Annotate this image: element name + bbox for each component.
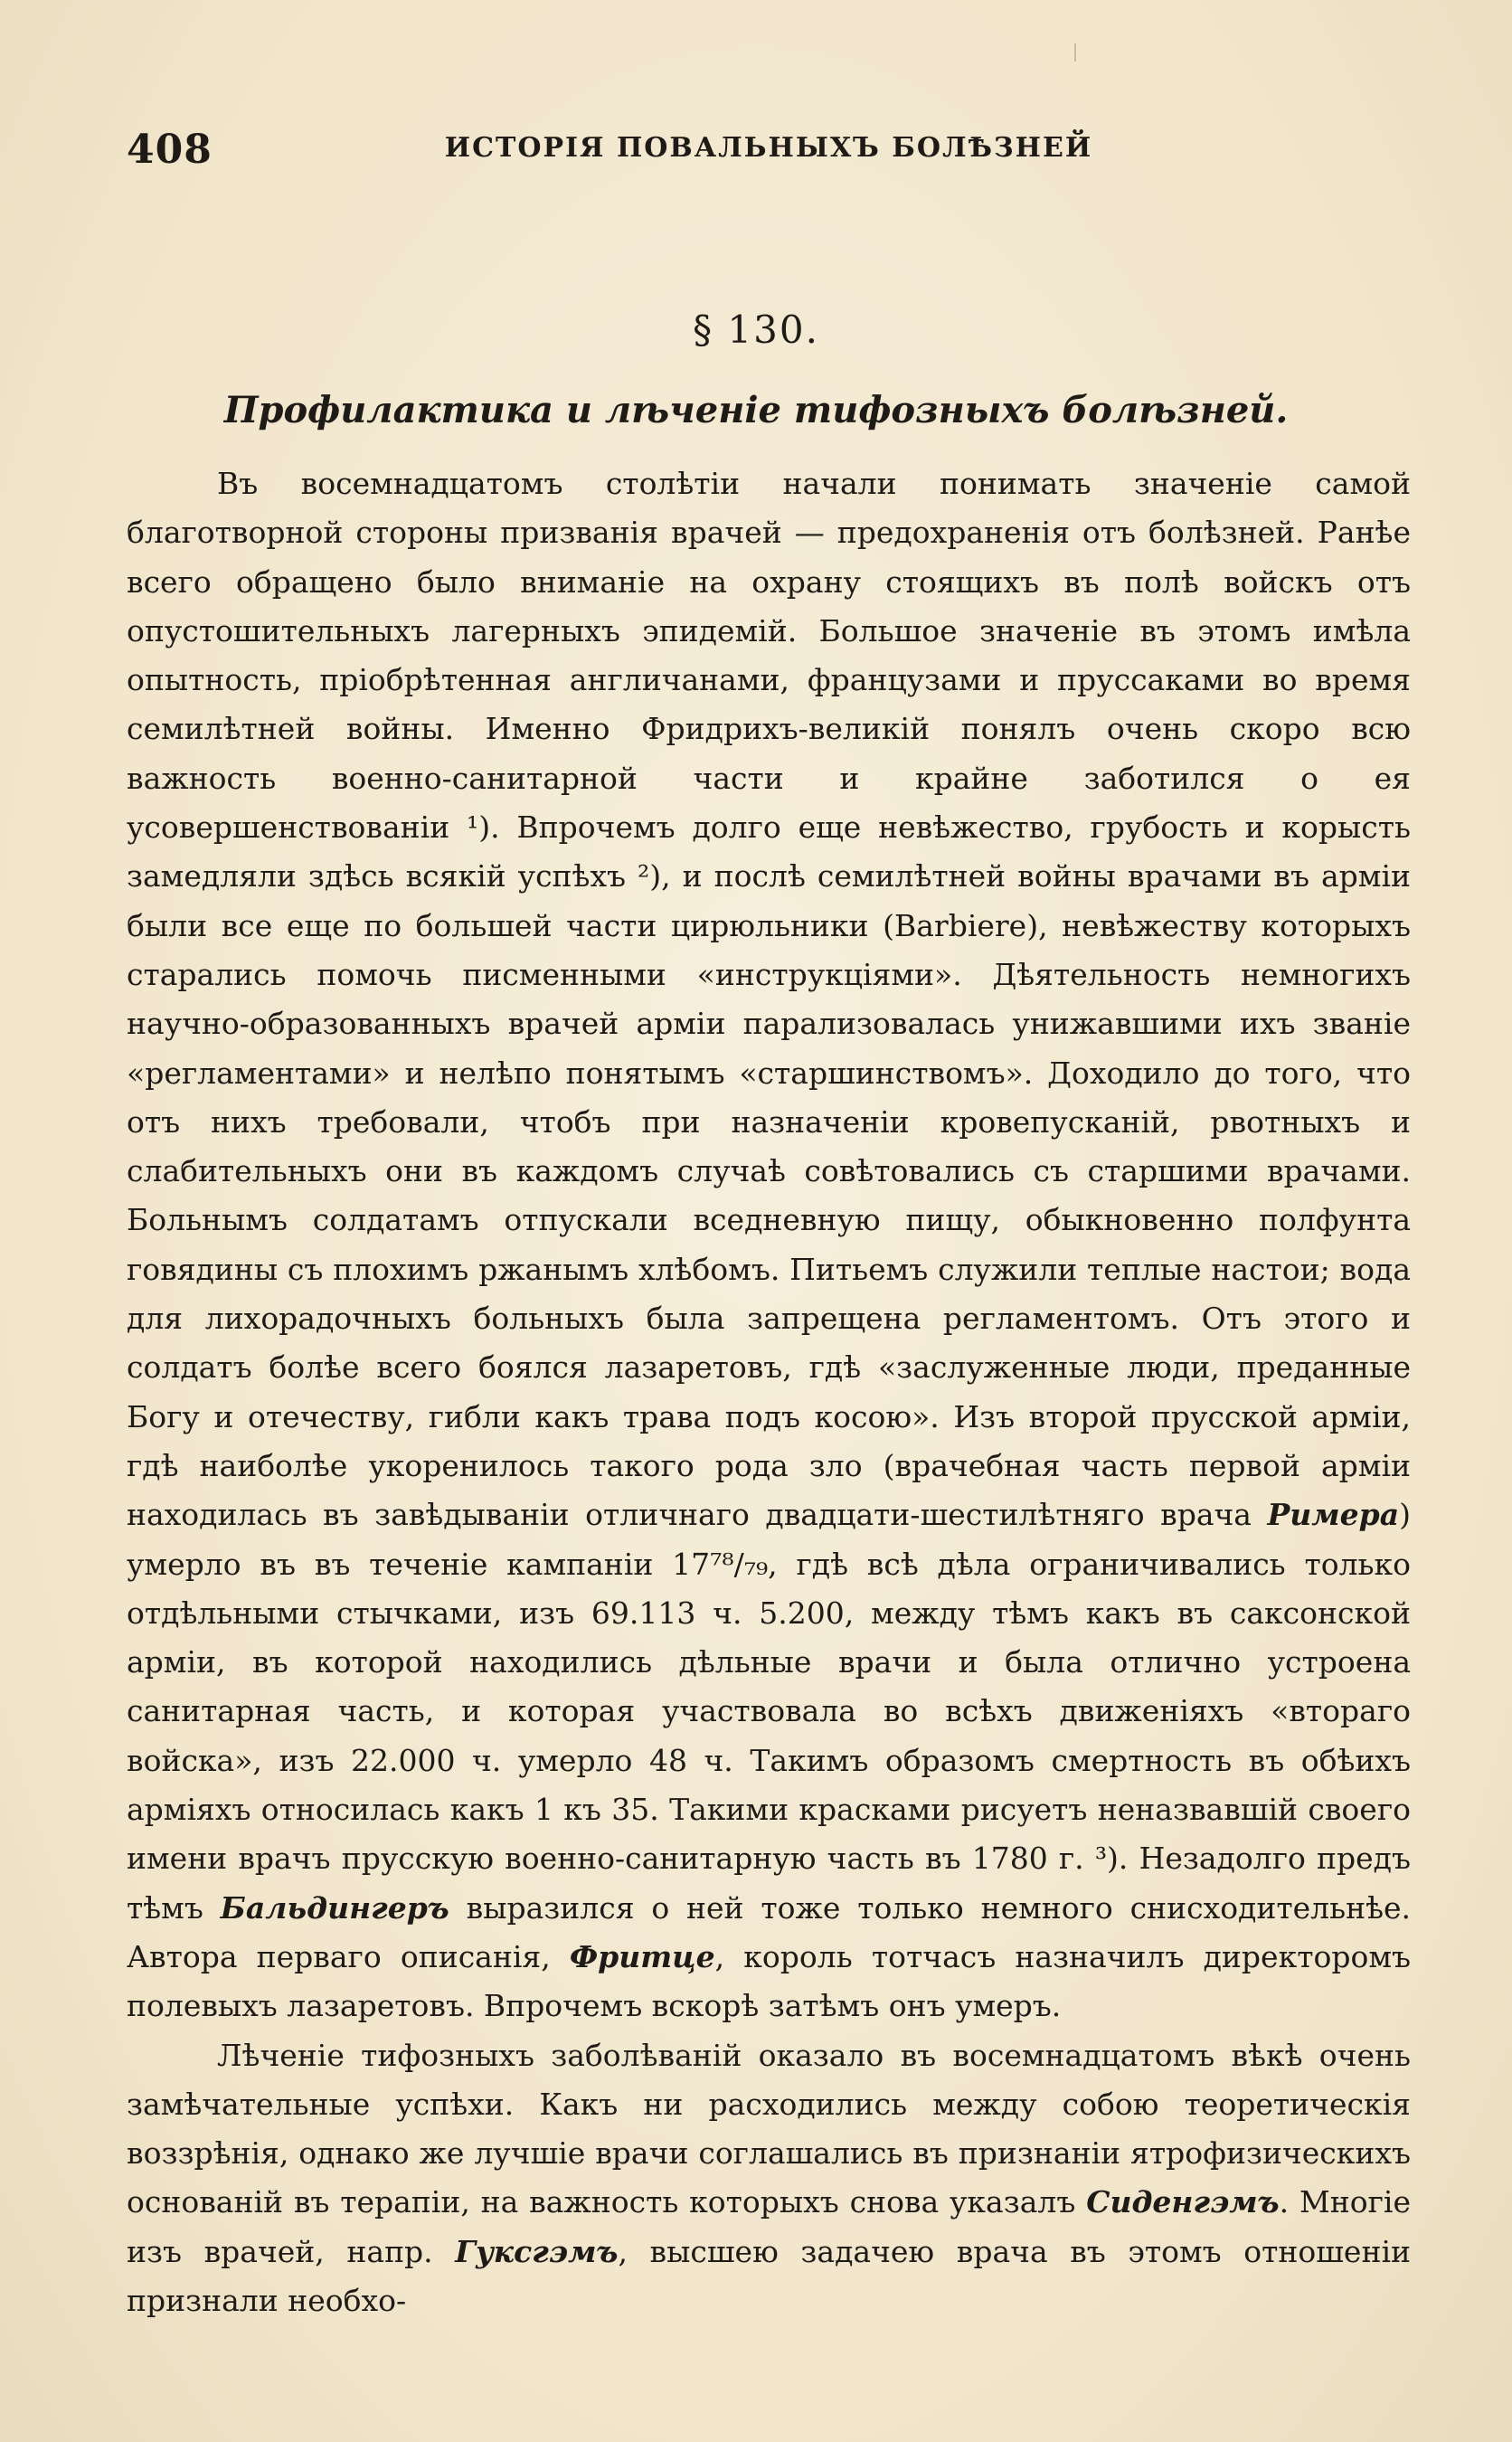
italic-name: Сиденгэмъ (1086, 2184, 1280, 2220)
italic-name: Бальдингеръ (220, 1889, 449, 1926)
text-run: Лѣченіе тифозныхъ заболѣваній оказало въ восемнадцатомъ вѣкѣ очень замѣчательные успѣхи. Какъ ни расходились между собою теоретическія воззрѣнія, однако же лучшіе врачи соглашались въ признаніи ятрофизическихъ основаній въ терапіи, на важность которыхъ снова указалъ (127, 2037, 1411, 2220)
page-speck (1074, 43, 1076, 62)
paragraph (127, 2031, 1411, 2326)
text-run: . Многіе изъ врачей, напр. (127, 2184, 1411, 2269)
italic-name: Римера (1267, 1497, 1400, 1533)
paragraph (127, 459, 1411, 2031)
body-text (127, 459, 1411, 2325)
text-run: ) умерло въ въ теченіе кампаніи 17⁷⁸/₇₉, гдѣ всѣ дѣла ограничивались только отдѣльными стычками, изъ 69.113 ч. 5.200, между тѣмъ какъ въ саксонской арміи, въ которой находились дѣльные врачи и была отлично устроена санитарная часть, и которая участвовала во всѣхъ движеніяхъ «втораго войска», изъ 22.000 ч. умерло 48 ч. Такимъ образомъ смертность въ обѣихъ арміяхъ относилась какъ 1 къ 35. Такими красками рисуетъ неназвавшій своего имени врачъ прусскую военно-санитарную часть въ 1780 г. ³). Незадолго предъ тѣмъ (127, 1497, 1411, 1926)
text-run: , высшею задачею врача въ этомъ отношеніи признали необхо- (127, 2233, 1411, 2318)
section-title: Профилактика и лѣченіе тифозныхъ болѣзней. (223, 389, 1289, 431)
text-run: выразился о ней тоже только немного снисходительнѣе. Автора перваго описанія, (127, 1889, 1412, 1974)
running-head: ИСТОРІЯ ПОВАЛЬНЫХЪ БОЛѢЗНЕЙ (444, 132, 1093, 164)
italic-name: Фритце (569, 1938, 715, 1974)
italic-name: Гуксгэмъ (455, 2233, 619, 2269)
page-header (127, 127, 1411, 181)
page-number: 408 (127, 127, 213, 173)
section-number: § 130. (693, 308, 819, 352)
text-run: , король тотчасъ назначилъ директоромъ полевыхъ лазаретовъ. Впрочемъ вскорѣ затѣмъ онъ умеръ. (127, 1938, 1411, 2024)
text-run: Въ восемнадцатомъ столѣтіи начали понимать значеніе самой благотворной стороны призванія врачей — предохраненія отъ болѣзней. Ранѣе всего обращено было вниманіе на охрану стоящихъ въ полѣ войскъ отъ опустошительныхъ лагерныхъ эпидемій. Большое значеніе въ этомъ имѣла опытность, пріобрѣтенная англичанами, французами и пруссаками во время семилѣтней войны. Именно Фридрихъ-великій понялъ очень скоро всю важность военно-санитарной части и крайне заботился о ея усовершенствованіи ¹). Впрочемъ долго еще невѣжество, грубость и корысть замедляли здѣсь всякій успѣхъ ²), и послѣ семилѣтней войны врачами въ арміи были все еще по большей части цирюльники (Barbiere), невѣжеству которыхъ старались помочь писменными «инструкціями». Дѣятельность немногихъ научно-образованныхъ врачей арміи парализовалась унижавшими ихъ званіе «регламентами» и нелѣпо понятымъ «старшинствомъ». Доходило до того, что отъ нихъ требовали, чтобъ при назначеніи кровепусканій, рвотныхъ и слабительныхъ они въ каждомъ случаѣ совѣтовались съ старшими врачами. Больнымъ солдатамъ отпускали вседневную пищу, обыкновенно полфунта говядины съ плохимъ ржанымъ хлѣбомъ. Питьемъ служили теплые настои; вода для лихорадочныхъ больныхъ была запрещена регламентомъ. Отъ этого и солдатъ болѣе всего боялся лазаретовъ, гдѣ «заслуженные люди, преданные Богу и отечеству, гибли какъ трава подъ косою». Изъ второй прусской арміи, гдѣ наиболѣе укоренилось такого рода зло (врачебная часть первой арміи находилась въ завѣдываніи отличнаго двадцати-шестилѣтняго врача (127, 466, 1411, 1533)
